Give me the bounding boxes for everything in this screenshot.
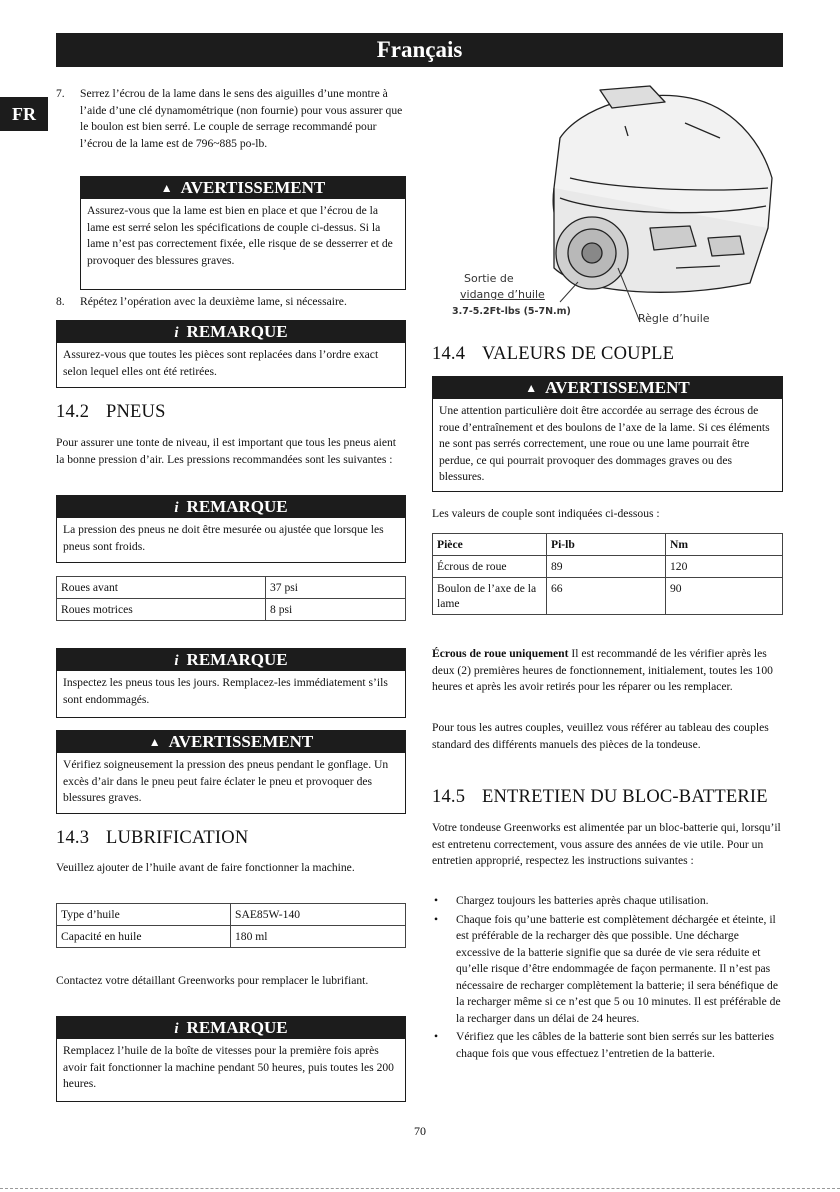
step-7 (56, 86, 406, 152)
note-callout-gearbox-oil (56, 1016, 406, 1102)
page-header-title: Français (376, 37, 463, 62)
note-body: La pression des pneus ne doit être mesurée ou ajustée que lorsque les pneus sont froids. (63, 523, 384, 553)
section-heading-14-3: 14.3 LUBRIFICATION (56, 828, 249, 848)
note-header: i REMARQUE (57, 649, 405, 671)
step-text: Répétez l’opération avec la deuxième lame, si nécessaire. (80, 295, 347, 308)
dipstick-label: Règle d’huile (638, 312, 710, 325)
table-row: Roues avant 37 psi (57, 577, 406, 599)
list-item: • Chaque fois qu’une batterie est complètement déchargée et éteinte, il est préférable de la recharger dès que possible. Une décharge excessive de la batterie signifie que sa durée de vie sera réduite et qu’elle risque d’être endommagée de façon permanente. Il n’est pas nécessaire de recharger complètement la batterie; il sera bénéfique de la recharger même si ce n’est que 5 ou 10 minutes. Il est préférable de la recharger dans un délai de 24 heures. (432, 912, 783, 1028)
table-header-row: Pièce Pi-lb Nm (433, 534, 783, 556)
info-icon: i (174, 653, 179, 669)
crop-line (0, 1188, 840, 1189)
table-row: Capacité en huile 180 ml (57, 926, 406, 948)
info-icon: i (174, 1021, 179, 1037)
drain-outlet-label-line2: vidange d’huile (460, 288, 545, 301)
wheel-nuts-paragraph: Écrous de roue uniquement Il est recommandé de les vérifier après les deux (2) premières heures de fonctionnement, initialement, toutes les 100 heures et après les avoir retirés pour les réparer ou les remplacer. (432, 647, 773, 693)
note-callout-parts (56, 320, 406, 388)
warning-triangle-icon: ▲ (148, 735, 161, 749)
step-8 (56, 294, 406, 311)
table-row: Type d’huile SAE85W-140 (57, 904, 406, 926)
note-header: i REMARQUE (57, 496, 405, 518)
tire-pressure-table (56, 576, 406, 621)
tires-intro-text: Pour assurer une tonte de niveau, il est important que tous les pneus aient la bonne pression d’air. Les pressions recommandées sont les suivantes : (56, 436, 397, 466)
warning-triangle-icon: ▲ (160, 181, 173, 195)
section-heading-14-4: 14.4 VALEURS DE COUPLE (432, 344, 675, 364)
note-callout-tires-cold (56, 495, 406, 563)
oil-specs-table (56, 903, 406, 948)
battery-intro-text: Votre tondeuse Greenworks est alimentée par un bloc-batterie qui, lorsqu’il est entretenu correctement, vous assure des années de vie utile. Pour un entretien approprié, respectez les instructions suivantes : (432, 821, 781, 867)
list-item: • Vérifiez que les câbles de la batterie sont bien serrés sur les batteries chaque fois que vous effectuez l’entretien de la batterie. (432, 1029, 783, 1062)
step-number: 7. (56, 87, 65, 100)
warning-body: Une attention particulière doit être accordée au serrage des écrous de roue d’entraînement et des boulons de l’axe de la lame. Si ces éléments ne sont pas serrés correctement, une roue ou une lame pourrait être perdue, ce qui pourrait provoquer des dommages graves ou des blessures. (439, 404, 770, 483)
page-header-bar (56, 33, 783, 67)
table-row: Écrous de roue 89 120 (433, 556, 783, 578)
warning-body: Assurez-vous que la lame est bien en place et que l’écrou de la lame est serré selon les spécifications de couple ci-dessus. Si la lame n’est pas correctement fixée, elle risque de se desserrer et de provoquer des blessures graves. (87, 204, 393, 267)
section-heading-14-2: 14.2 PNEUS (56, 402, 166, 422)
other-torques-text: Pour tous les autres couples, veuillez vous référer au tableau des couples standard des différents manuels des pièces de la tondeuse. (432, 721, 769, 751)
lubricant-contact-text: Contactez votre détaillant Greenworks pour remplacer le lubrifiant. (56, 974, 369, 987)
page-number: 70 (414, 1124, 426, 1138)
info-icon: i (174, 500, 179, 516)
info-icon: i (174, 325, 179, 341)
step-text: Serrez l’écrou de la lame dans le sens des aiguilles d’une montre à l’aide d’une clé dynamométrique (non fournie) pour vous assurer que le boulon est bien serré. Le couple de serrage recommandé pour l’écrou de la lame est de 796~885 po-lb. (80, 87, 403, 150)
battery-care-list (432, 893, 783, 1062)
lubrication-intro-text: Veuillez ajouter de l’huile avant de faire fonctionner la machine. (56, 861, 355, 874)
warning-callout-torque (432, 376, 783, 492)
table-row: Boulon de l’axe de la lame 66 90 (433, 578, 783, 615)
note-body: Assurez-vous que toutes les pièces sont replacées dans l’ordre exact selon lequel elles ont été retirées. (63, 348, 379, 378)
warning-body: Vérifiez soigneusement la pression des pneus pendant le gonflage. Un excès d’air dans le pneu peut faire éclater le pneu et provoquer des blessures graves. (63, 758, 389, 804)
drain-outlet-label: Sortie de (464, 272, 514, 285)
list-item: • Chargez toujours les batteries après chaque utilisation. (432, 893, 783, 910)
warning-header: ▲ AVERTISSEMENT (81, 177, 405, 199)
gearbox-illustration (450, 78, 780, 328)
note-body: Inspectez les pneus tous les jours. Remplacez-les immédiatement s’ils sont endommagés. (63, 676, 388, 706)
drain-torque-label: 3.7-5.2Ft-lbs (5-7N.m) (452, 306, 571, 317)
section-heading-14-5: 14.5 ENTRETIEN DU BLOC-BATTERIE (432, 787, 768, 807)
language-tab (0, 97, 48, 131)
warning-callout-blade (80, 176, 406, 290)
note-header: i REMARQUE (57, 321, 405, 343)
note-header: i REMARQUE (57, 1017, 405, 1039)
warning-triangle-icon: ▲ (525, 381, 538, 395)
table-row: Roues motrices 8 psi (57, 599, 406, 621)
note-callout-inspect (56, 648, 406, 718)
torque-values-table (432, 533, 783, 615)
warning-header: ▲ AVERTISSEMENT (433, 377, 782, 399)
step-number: 8. (56, 295, 65, 308)
warning-header: ▲ AVERTISSEMENT (57, 731, 405, 753)
note-body: Remplacez l’huile de la boîte de vitesses pour la première fois après avoir fait fonctionner la machine pendant 50 heures, puis toutes les 200 heures. (63, 1044, 394, 1090)
warning-callout-inflation (56, 730, 406, 814)
torque-intro-text: Les valeurs de couple sont indiquées ci-dessous : (432, 507, 660, 520)
language-tab-label: FR (12, 104, 36, 124)
wheel-nuts-lead: Écrous de roue uniquement (432, 647, 569, 660)
